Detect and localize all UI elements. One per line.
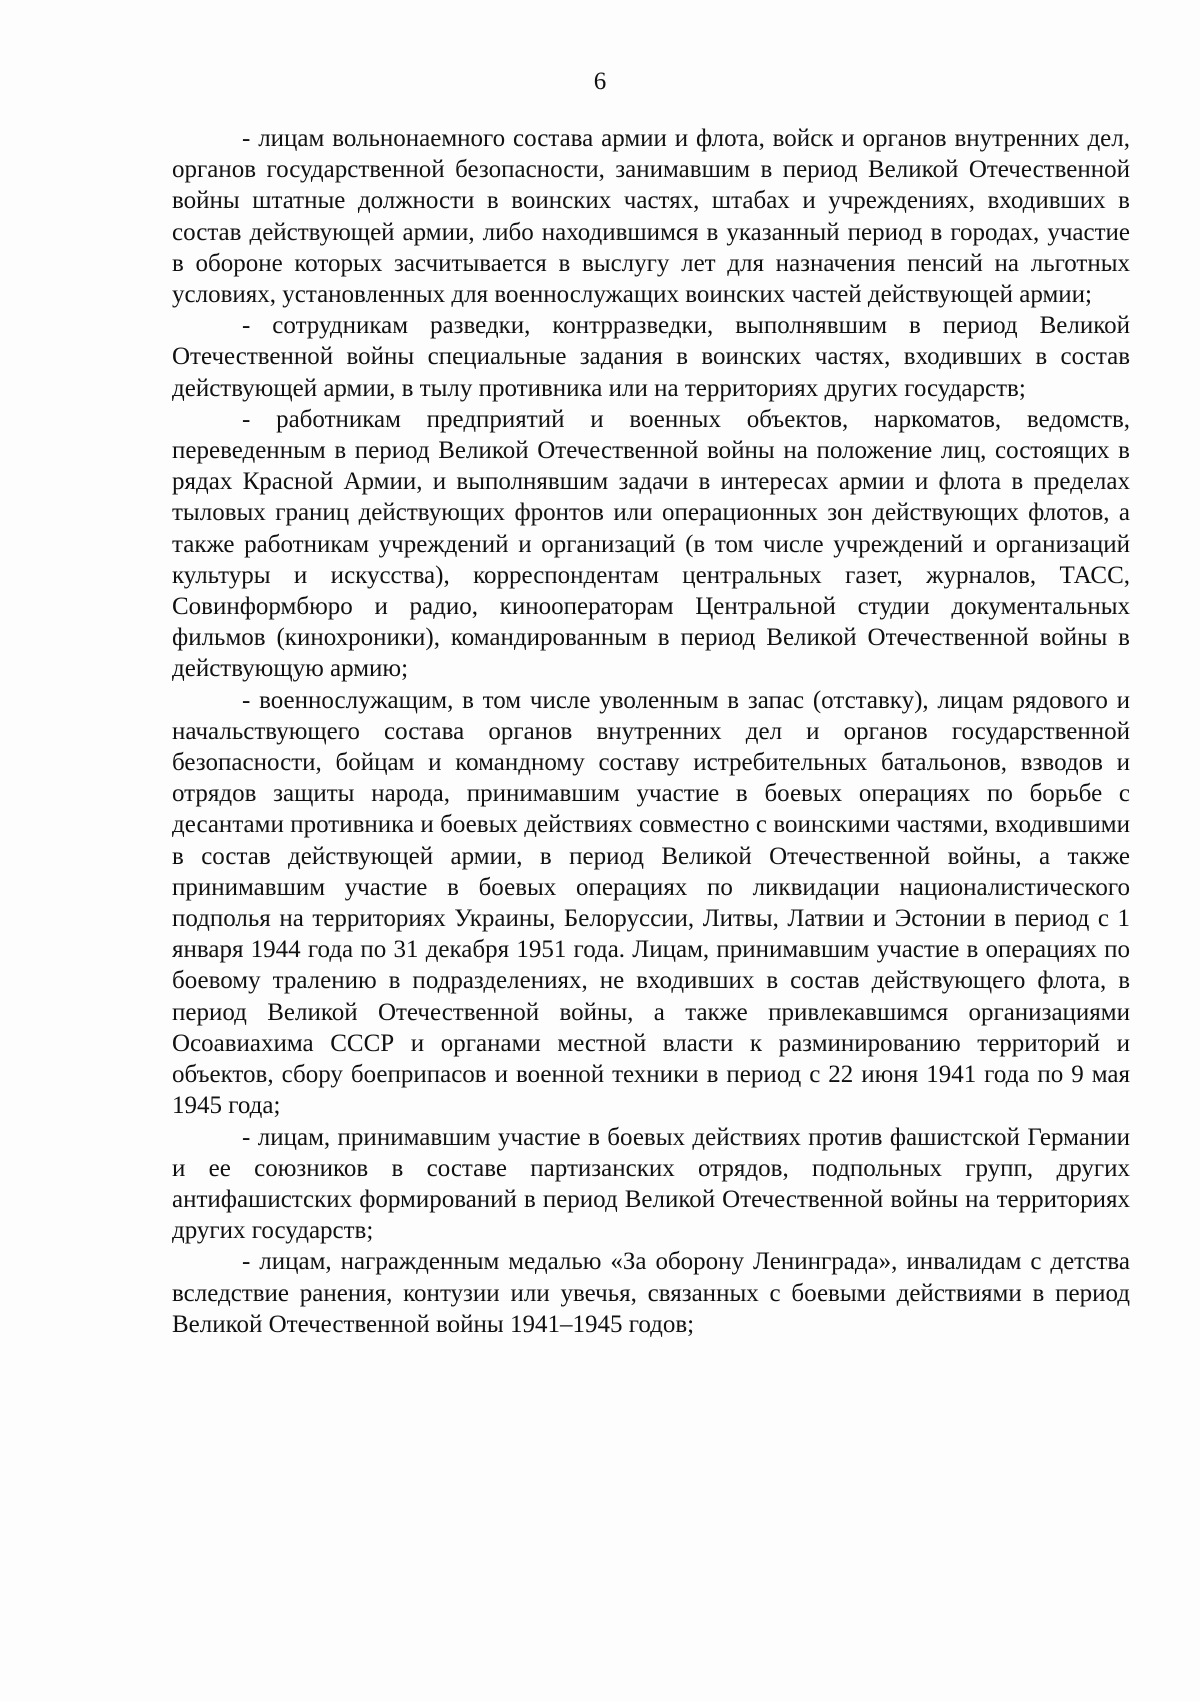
paragraph: - лицам, награжденным медалью «За оборону Ленинграда», инвалидам с детства вследствие ранения, контузии или увечья, связанных с боевыми действиями в период Великой Отечественной войны 1941–1945 годов;	[172, 1248, 1130, 1338]
paragraph: - лицам, принимавшим участие в боевых действиях против фашистской Германии и ее союзников в составе партизанских отрядов, подпольных групп, других антифашистских формирований в период Великой Отечественной войны на территориях других государств;	[172, 1123, 1130, 1245]
paragraph: - работникам предприятий и военных объектов, наркоматов, ведомств, переведенным в период Великой Отечественной войны на положение лиц, состоящих в рядах Красной Армии, и выполнявшим задачи в интересах армии и флота в пределах тыловых границ действующих фронтов или операционных зон действующих флотов, а также работникам учреждений и организаций (в том числе учреждений и организаций культуры и искусства), корреспондентам центральных газет, журналов, ТАСС, Совинформбюро и радио, кинооператорам Центральной студии документальных фильмов (кинохроники), командированным в период Великой Отечественной войны в действующую армию;	[172, 405, 1130, 683]
document-body	[172, 123, 1130, 1340]
paragraph: - сотрудникам разведки, контрразведки, выполнявшим в период Великой Отечественной войны специальные задания в воинских частях, входивших в состав действующей армии, в тылу противника или на территориях других государств;	[172, 312, 1130, 402]
page-number: 6	[593, 68, 607, 95]
paragraph: - лицам вольнонаемного состава армии и флота, войск и органов внутренних дел, органов государственной безопасности, занимавшим в период Великой Отечественной войны штатные должности в воинских частях, штабах и учреждениях, входивших в состав действующей армии, либо находившимся в указанный период в городах, участие в обороне которых засчитывается в выслугу лет для назначения пенсий на льготных условиях, установленных для военнослужащих воинских частей действующей армии;	[172, 125, 1130, 309]
paragraph: - военнослужащим, в том числе уволенным в запас (отставку), лицам рядового и начальствующего состава органов внутренних дел и органов государственной безопасности, бойцам и командному составу истребительных батальонов, взводов и отрядов защиты народа, принимавшим участие в боевых операциях по борьбе с десантами противника и боевых действиях совместно с воинскими частями, входившими в состав действующей армии, в период Великой Отечественной войны, а также принимавшим участие в боевых операциях по ликвидации националистического подполья на территориях Украины, Белоруссии, Литвы, Латвии и Эстонии в период с 1 января 1944 года по 31 декабря 1951 года. Лицам, принимавшим участие в операциях по боевому тралению в подразделениях, не входивших в состав действующего флота, в период Великой Отечественной войны, а также привлекавшимся организациями Осоавиахима СССР и органами местной власти к разминированию территорий и объектов, сбору боеприпасов и военной техники в период с 22 июня 1941 года по 9 мая 1945 года;	[172, 686, 1130, 1120]
